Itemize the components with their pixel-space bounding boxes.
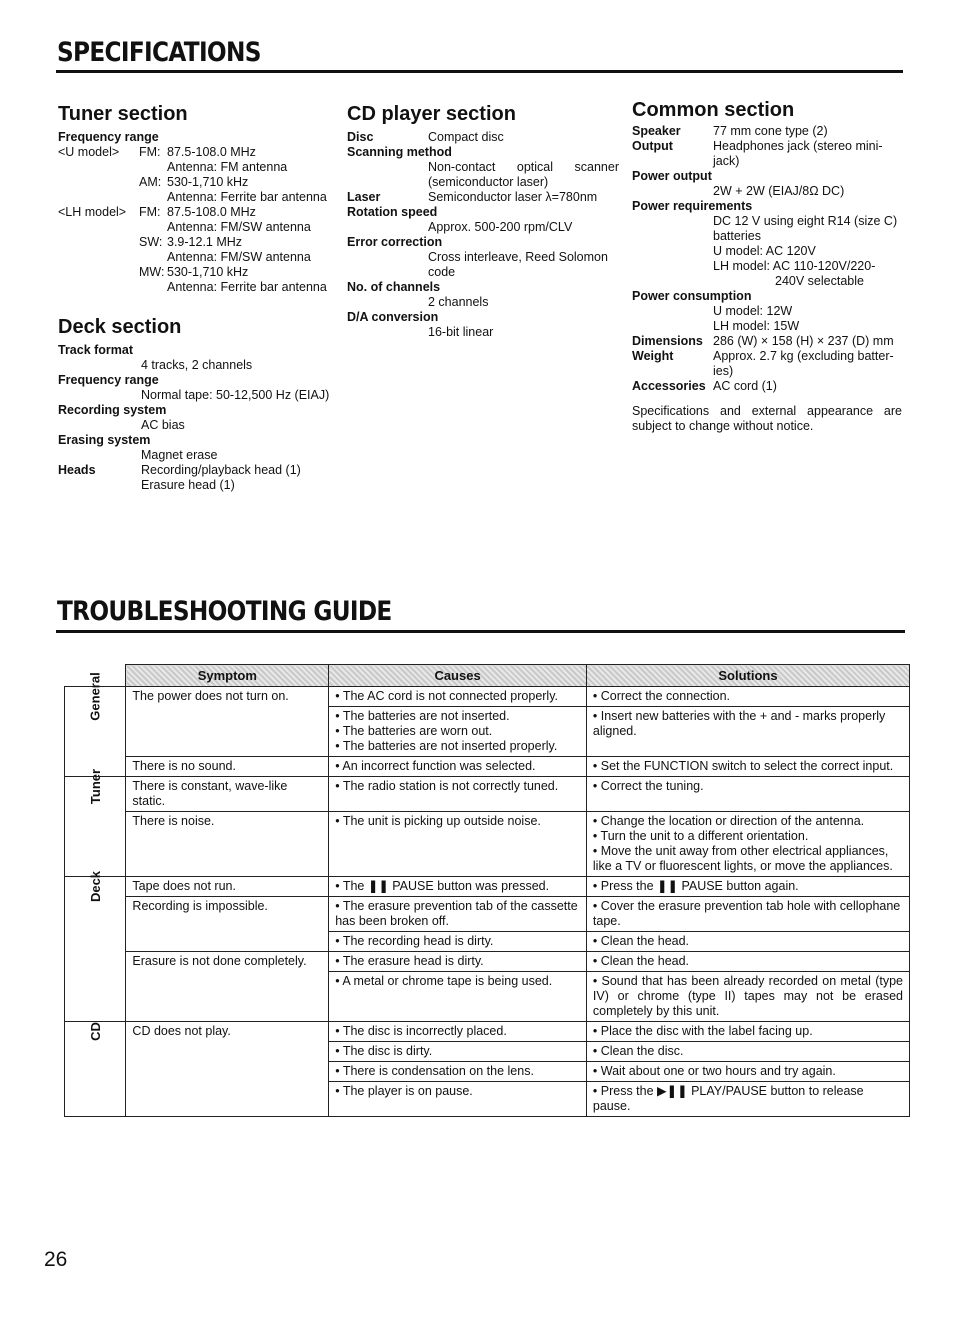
category-label: Tuner: [87, 768, 103, 805]
cd-section: [347, 100, 619, 340]
cd-laser-row: [347, 190, 619, 205]
tuner-value: 530-1,710 kHz: [167, 265, 249, 279]
solution-cell: • Correct the connection.: [586, 687, 909, 707]
symptom-cell: The power does not turn on.: [126, 687, 329, 757]
common-power-cons-label: Power consumption: [632, 289, 752, 303]
deck-erasing-label: Erasing system: [58, 433, 151, 447]
cause-cell: • The erasure head is dirty.: [329, 952, 587, 972]
common-accessories-value: AC cord (1): [713, 379, 777, 393]
common-output-row: [632, 139, 904, 154]
deck-frequency-label: Frequency range: [58, 373, 159, 387]
common-weight-value: ies): [713, 364, 734, 378]
solution-cell: • Wait about one or two hours and try again.: [586, 1062, 909, 1082]
common-power-cons-value: LH model: 15W: [713, 319, 800, 333]
cause-cell: • An incorrect function was selected.: [329, 757, 587, 777]
tuner-value: Antenna: Ferrite bar antenna: [167, 190, 327, 204]
deck-recording-label: Recording system: [58, 403, 167, 417]
common-weight-row: [632, 349, 904, 364]
tuner-rows: [58, 145, 338, 295]
cause-cell: • The unit is picking up outside noise.: [329, 812, 587, 877]
solution-cell: • Press the ▶❚❚ PLAY/PAUSE button to release pause.: [586, 1082, 909, 1117]
specifications-rule: [56, 70, 903, 73]
solution-cell: • Set the FUNCTION switch to select the correct input.: [586, 757, 909, 777]
symptom-cell: Recording is impossible.: [126, 897, 329, 952]
cause-cell: • The disc is dirty.: [329, 1042, 587, 1062]
table-row: [65, 877, 910, 897]
common-accessories-label: Accessories: [632, 379, 706, 393]
table-row: [65, 812, 910, 877]
solution-cell: • Correct the tuning.: [586, 777, 909, 812]
tuner-row: [58, 205, 338, 220]
tuner-row: [58, 265, 338, 280]
tuner-value: 3.9-12.1 MHz: [167, 235, 243, 249]
table-row: [65, 1022, 910, 1042]
cd-scanning-value: (semiconductor laser): [428, 175, 549, 189]
deck-heads-value: Recording/playback head (1): [141, 463, 301, 477]
tuner-value: Antenna: Ferrite bar antenna: [167, 280, 327, 294]
cd-channels-label: No. of channels: [347, 280, 441, 294]
cd-scanning-value: Non-contact optical scanner: [428, 160, 619, 174]
common-power-req-label: Power requirements: [632, 199, 753, 213]
cd-laser-label: Laser: [347, 190, 381, 204]
solution-cell: • Insert new batteries with the + and - marks properly aligned.: [586, 707, 909, 757]
cd-section-title: CD player section: [347, 103, 516, 125]
header-causes: Causes: [329, 665, 587, 687]
deck-erasing-value: Magnet erase: [141, 448, 218, 462]
category-cd: [65, 1022, 126, 1117]
solution-cell: • Change the location or direction of the antenna. • Turn the unit to a different orientation. • Move the unit away from other electrical appliances, like a TV or fluorescent lights, or move the appliances.: [586, 812, 909, 877]
cause-cell: • The erasure prevention tab of the cassette has been broken off.: [329, 897, 587, 932]
cd-disc-value: Compact disc: [428, 130, 504, 144]
cause-cell: • The radio station is not correctly tuned.: [329, 777, 587, 812]
cause-cell: • The ❚❚ PAUSE button was pressed.: [329, 877, 587, 897]
troubleshooting-table: [64, 664, 910, 1117]
common-speaker-label: Speaker: [632, 124, 681, 138]
cause-cell: • There is condensation on the lens.: [329, 1062, 587, 1082]
tuner-row: [58, 160, 338, 175]
cd-error-label: Error correction: [347, 235, 443, 249]
deck-heads-row: [58, 463, 338, 478]
table-row: [65, 952, 910, 972]
common-weight-value: Approx. 2.7 kg (excluding batter-: [713, 349, 894, 363]
common-power-req-value: batteries: [713, 229, 761, 243]
cause-cell: • The recording head is dirty.: [329, 932, 587, 952]
cd-disc-label: Disc: [347, 130, 374, 144]
solution-cell: • Clean the disc.: [586, 1042, 909, 1062]
common-power-req-value: LH model: AC 110-120V/220-: [713, 259, 876, 273]
common-power-req-value: 240V selectable: [775, 274, 864, 288]
solution-cell: • Place the disc with the label facing up.: [586, 1022, 909, 1042]
tuner-section-title: Tuner section: [58, 103, 188, 125]
common-weight-label: Weight: [632, 349, 674, 363]
tuner-model: <U model>: [58, 145, 120, 159]
solution-cell: • Clean the head.: [586, 932, 909, 952]
table-row: [65, 687, 910, 707]
common-dimensions-label: Dimensions: [632, 334, 703, 348]
tuner-value: Antenna: FM antenna: [167, 160, 288, 174]
page-number: 26: [44, 1248, 68, 1271]
table-header-row: [65, 665, 910, 687]
category-label: General: [87, 672, 103, 721]
tuner-row: [58, 175, 338, 190]
solution-cell: • Press the ❚❚ PAUSE button again.: [586, 877, 909, 897]
symptom-cell: There is noise.: [126, 812, 329, 877]
cd-disc-row: [347, 130, 619, 145]
common-note: Specifications and external appearance are subject to change without notice.: [632, 404, 902, 433]
cd-scanning-label: Scanning method: [347, 145, 452, 159]
deck-recording-value: AC bias: [141, 418, 185, 432]
cd-rotation-label: Rotation speed: [347, 205, 438, 219]
cd-da-label: D/A conversion: [347, 310, 439, 324]
category-tuner: [65, 768, 126, 877]
symptom-cell: There is no sound.: [126, 757, 329, 777]
cause-cell: • The disc is incorrectly placed.: [329, 1022, 587, 1042]
cause-cell: • The AC cord is not connected properly.: [329, 687, 587, 707]
deck-track-value: 4 tracks, 2 channels: [141, 358, 253, 372]
common-output-value: jack): [713, 154, 740, 168]
cause-cell: • A metal or chrome tape is being used.: [329, 972, 587, 1022]
cd-da-value: 16-bit linear: [428, 325, 494, 339]
common-accessories-row: [632, 379, 904, 394]
deck-heads-label: Heads: [58, 463, 96, 477]
deck-track-label: Track format: [58, 343, 134, 357]
common-power-req-value: U model: AC 120V: [713, 244, 816, 258]
tuner-row: [58, 235, 338, 250]
common-speaker-row: [632, 124, 904, 139]
tuner-band: AM:: [139, 175, 162, 189]
tuner-value: 530-1,710 kHz: [167, 175, 249, 189]
category-general: [65, 672, 126, 777]
solution-cell: • Sound that has been already recorded on metal (type IV) or chrome (type II) tapes may not be erased completely by this unit.: [586, 972, 909, 1022]
header-symptom: Symptom: [126, 665, 329, 687]
common-section-title: Common section: [632, 99, 795, 121]
specifications-heading: SPECIFICATIONS: [57, 37, 261, 68]
tuner-band: SW:: [139, 235, 163, 249]
tuner-value: Antenna: FM/SW antenna: [167, 220, 311, 234]
tuner-value: Antenna: FM/SW antenna: [167, 250, 311, 264]
tuner-section: [58, 100, 338, 493]
tuner-value: 87.5-108.0 MHz: [167, 145, 256, 159]
table-row: [65, 897, 910, 932]
cause-cell: • The batteries are not inserted. • The batteries are worn out. • The batteries are not inserted properly.: [329, 707, 587, 757]
symptom-cell: CD does not play.: [126, 1022, 329, 1117]
table-row: [65, 757, 910, 777]
troubleshooting-heading: TROUBLESHOOTING GUIDE: [57, 596, 392, 627]
symptom-cell: Tape does not run.: [126, 877, 329, 897]
deck-frequency-value: Normal tape: 50-12,500 Hz (EIAJ): [141, 388, 330, 402]
common-power-output-label: Power output: [632, 169, 712, 183]
deck-heads-value: Erasure head (1): [141, 478, 235, 492]
common-output-value: Headphones jack (stereo mini-: [713, 139, 883, 153]
category-label: CD: [87, 1022, 103, 1041]
cd-error-value: Cross interleave, Reed Solomon: [428, 250, 608, 264]
common-power-output-value: 2W + 2W (EIAJ/8Ω DC): [713, 184, 845, 198]
tuner-frequency-label: Frequency range: [58, 130, 159, 144]
common-dimensions-row: [632, 334, 904, 349]
common-power-cons-value: U model: 12W: [713, 304, 793, 318]
troubleshooting-rule: [56, 630, 905, 633]
tuner-row: [58, 190, 338, 205]
common-output-label: Output: [632, 139, 673, 153]
cause-cell: • The player is on pause.: [329, 1082, 587, 1117]
common-dimensions-value: 286 (W) × 158 (H) × 237 (D) mm: [713, 334, 894, 348]
header-solutions: Solutions: [586, 665, 909, 687]
table-row: [65, 777, 910, 812]
symptom-cell: There is constant, wave-like static.: [126, 777, 329, 812]
tuner-band: MW:: [139, 265, 165, 279]
deck-section-title: Deck section: [58, 316, 182, 338]
cd-channels-value: 2 channels: [428, 295, 489, 309]
common-section: [632, 96, 904, 434]
tuner-model: <LH model>: [58, 205, 127, 219]
tuner-row: [58, 220, 338, 235]
solution-cell: • Clean the head.: [586, 952, 909, 972]
tuner-value: 87.5-108.0 MHz: [167, 205, 256, 219]
tuner-band: FM:: [139, 145, 161, 159]
solution-cell: • Cover the erasure prevention tab hole with cellophane tape.: [586, 897, 909, 932]
tuner-row: [58, 250, 338, 265]
tuner-band: FM:: [139, 205, 161, 219]
cd-laser-value: Semiconductor laser λ=780nm: [428, 190, 598, 204]
cd-rotation-value: Approx. 500-200 rpm/CLV: [428, 220, 573, 234]
category-deck: [65, 870, 126, 1022]
tuner-row: [58, 280, 338, 295]
category-label: Deck: [87, 870, 103, 903]
common-speaker-value: 77 mm cone type (2): [713, 124, 828, 138]
common-power-req-value: DC 12 V using eight R14 (size C): [713, 214, 898, 228]
symptom-cell: Erasure is not done completely.: [126, 952, 329, 1022]
cd-error-value: code: [428, 265, 456, 279]
tuner-row: [58, 145, 338, 160]
